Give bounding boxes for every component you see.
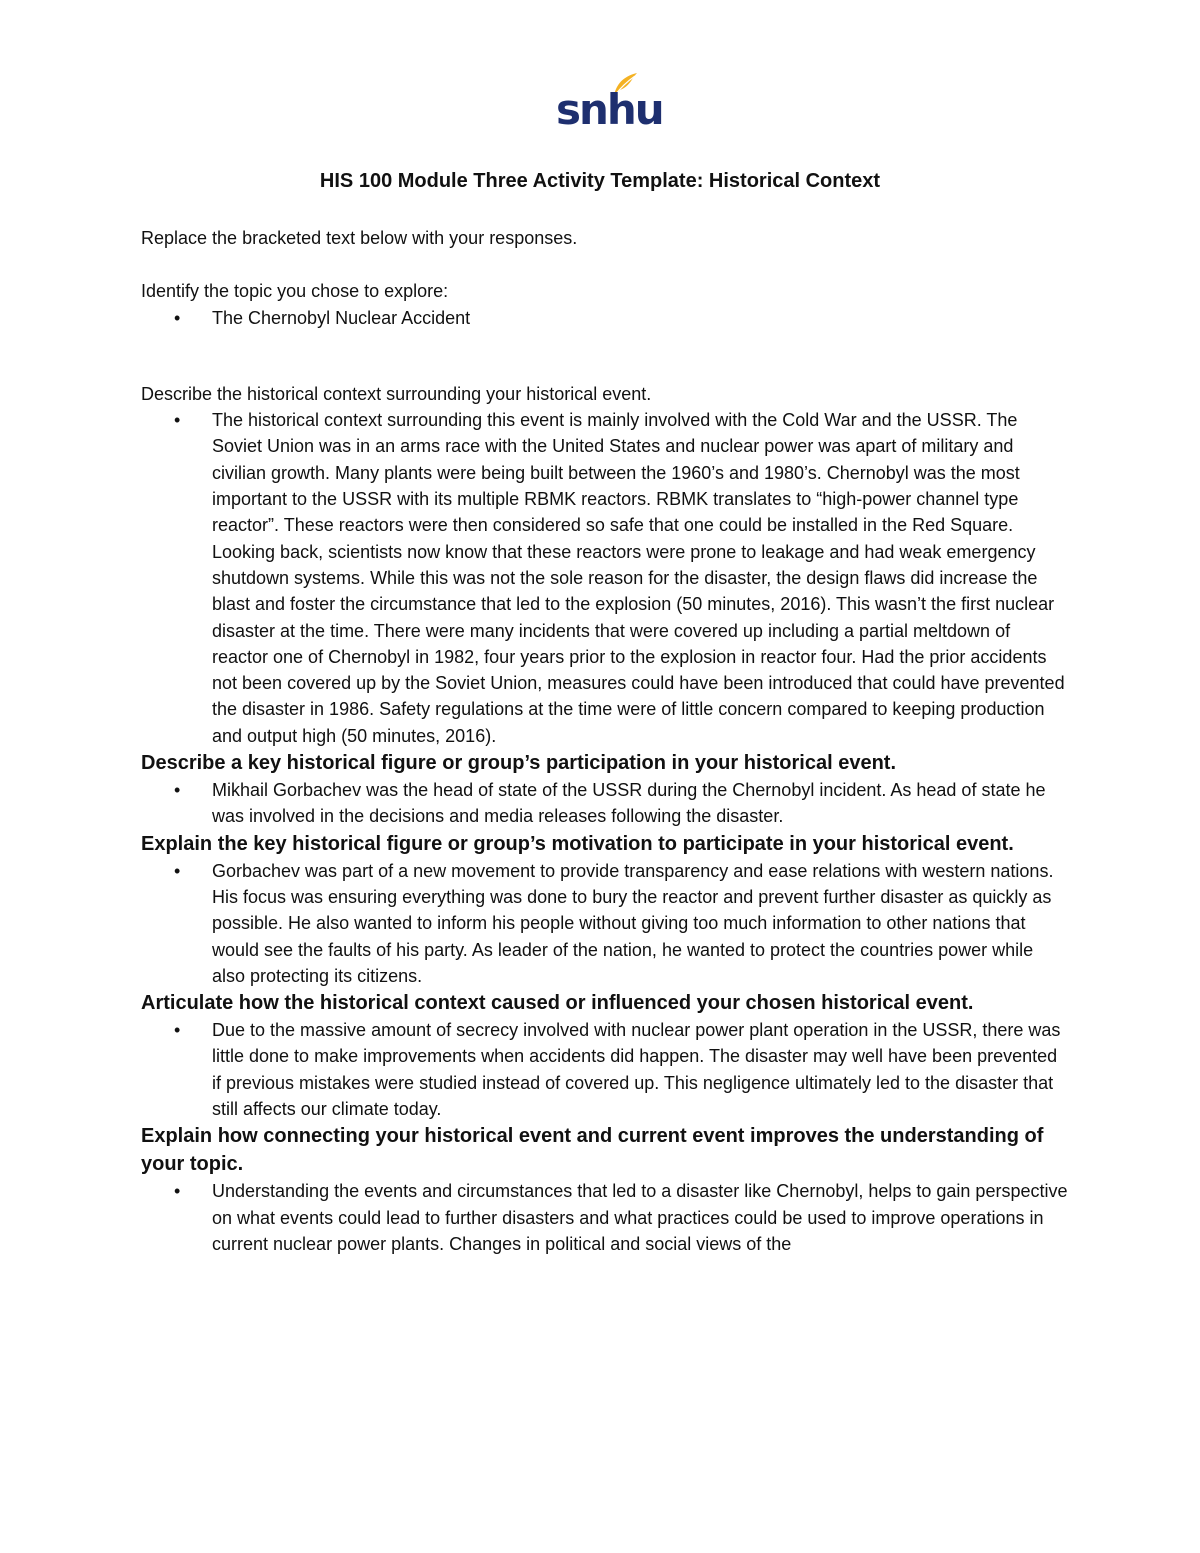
snhu-logo (556, 72, 663, 134)
topic-response: The Chernobyl Nuclear Accident (212, 307, 471, 328)
bullet-icon: • (174, 780, 181, 801)
connection-response: Understanding the events and circumstances that led to a disaster like Chernobyl, helps to gain perspective on what events could lead to further disasters and what practices could be used to improve operations in current nuclear power plants. Changes in political and social views of the (212, 1181, 1068, 1254)
figure-response: Mikhail Gorbachev was the head of state of the USSR during the Chernobyl incident. As head of state he was involved in the decisions and media releases following the disaster. (212, 780, 1046, 827)
list-item (141, 1017, 1071, 1122)
list-item (141, 305, 1071, 331)
context-prompt: Describe the historical context surrounding your historical event. (141, 383, 652, 404)
motivation-heading: Explain the key historical figure or group’s motivation to participate in your historical event. (141, 832, 1014, 855)
context-response: The historical context surrounding this event is mainly involved with the Cold War and the USSR. The Soviet Union was in an arms race with the United States and nuclear power was apart of military and civilian growth. Many plants were being built between the 1960’s and 1980’s. Chernobyl was the most important to the USSR with its multiple RBMK reactors. RBMK translates to “high-power channel type reactor”. These reactors were then considered so safe that one could be installed in the Red Square. Looking back, scientists now know that these reactors were prone to leakage and had weak emergency shutdown systems. While this was not the sole reason for the disaster, the design flaws did increase the blast and foster the circumstance that led to the explosion (50 minutes, 2016). This wasn’t the first nuclear disaster at the time. There were many incidents that were covered up including a partial meltdown of reactor one of Chernobyl in 1982, four years prior to the explosion in reactor four. Had the prior accidents not been covered up by the Soviet Union, measures could have been introduced that could have prevented the disaster in 1986. Safety regulations at the time were of little concern compared to keeping production and output high (50 minutes, 2016). (212, 410, 1065, 746)
context-response-list (141, 407, 1071, 749)
bullet-icon: • (174, 307, 181, 328)
influence-response-list (141, 1017, 1071, 1122)
bullet-icon: • (174, 1020, 181, 1041)
bullet-icon: • (174, 860, 181, 881)
topic-response-list (141, 305, 1071, 331)
list-item (141, 407, 1071, 749)
connection-response-list (141, 1178, 1071, 1257)
document-title: HIS 100 Module Three Activity Template: Historical Context (319, 170, 881, 192)
list-item (141, 777, 1071, 830)
document-body (141, 225, 1071, 1257)
influence-heading: Articulate how the historical context caused or influenced your chosen historical event. (141, 992, 974, 1015)
instructions-text: Replace the bracketed text below with your responses. (141, 228, 578, 248)
influence-response: Due to the massive amount of secrecy involved with nuclear power plant operation in the USSR, there was little done to make improvements when accidents did happen. The disaster may well have been prevented if previous mistakes were studied instead of covered up. This negligence ultimately led to the disaster that still affects our climate today. (212, 1020, 1061, 1120)
list-item (141, 858, 1071, 989)
list-item (141, 1178, 1071, 1257)
logo-wordmark: snhu (556, 85, 663, 134)
bullet-icon: • (174, 410, 181, 431)
figure-response-list (141, 777, 1071, 830)
motivation-response: Gorbachev was part of a new movement to provide transparency and ease relations with western nations. His focus was ensuring everything was done to bury the reactor and prevent further disaster as quickly as possible. He also wanted to inform his people without giving too much information to other nations that would see the faults of his party. As leader of the nation, he wanted to protect the countries power while also protecting its citizens. (212, 860, 1054, 986)
topic-prompt: Identify the topic you chose to explore: (141, 281, 449, 302)
figure-heading: Describe a key historical figure or group’s participation in your historical event. (141, 752, 897, 775)
motivation-response-list (141, 858, 1071, 989)
bullet-icon: • (174, 1181, 181, 1202)
connection-heading: Explain how connecting your historical event and current event improves the understanding of your topic. (141, 1125, 1044, 1176)
